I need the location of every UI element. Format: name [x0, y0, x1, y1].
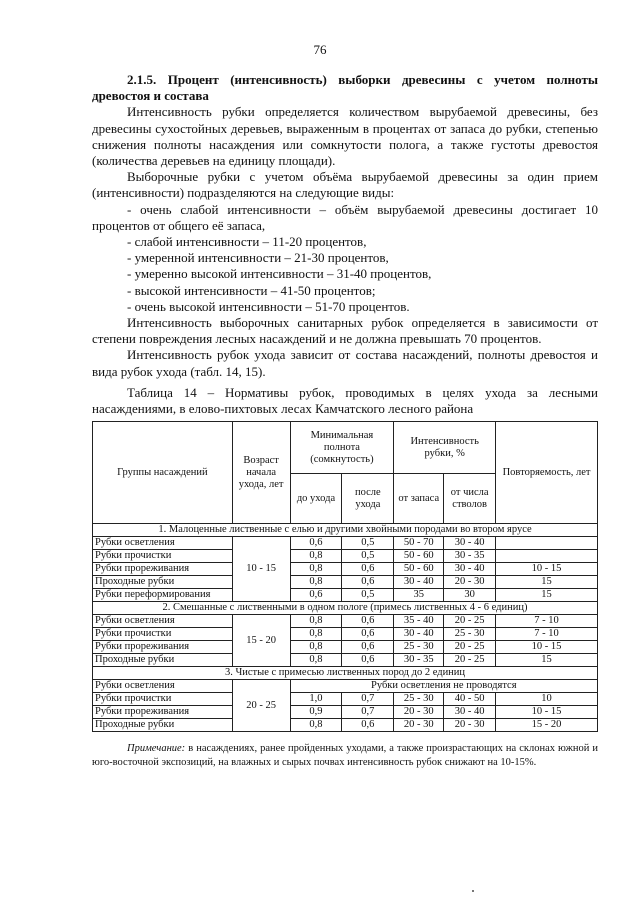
page-number: 76	[313, 42, 327, 57]
cell-repeat: 10 - 15	[496, 706, 598, 719]
list-item: - очень высокой интенсивности – 51-70 процентов.	[127, 298, 410, 314]
section-heading: 2.1.5. Процент (интенсивность) выборки древесины с учетом полноты древостоя и состава	[92, 72, 598, 104]
cell-stock: 30 - 35	[394, 654, 444, 667]
note-label: Примечание:	[127, 743, 186, 755]
cell-before: 0,8	[290, 719, 342, 732]
table-row	[93, 563, 598, 576]
list-item: - умеренно высокой интенсивности – 31-40 процентов,	[127, 266, 432, 282]
cell-repeat: 7 - 10	[496, 628, 598, 641]
header-before: до ухода	[290, 474, 342, 524]
cell-after: 0,7	[342, 693, 394, 706]
cell-stock: 30 - 40	[394, 576, 444, 589]
row-name: Рубки прочистки	[93, 693, 233, 706]
list-item: - слабой интенсивности – 11-20 процентов,	[127, 234, 367, 250]
row-name: Рубки прореживания	[93, 706, 233, 719]
header-trunks: от числа стволов	[444, 474, 496, 524]
cell-stock: 50 - 70	[394, 537, 444, 550]
cell-stock: 50 - 60	[394, 563, 444, 576]
table-row	[93, 641, 598, 654]
paragraph: Выборочные рубки с учетом объёма вырубаемой древесины за один прием (интенсивности) подразделяются на следующие виды:	[92, 169, 598, 201]
cell-after: 0,6	[342, 719, 394, 732]
cell-trunks: 20 - 25	[444, 615, 496, 628]
header-age: Возраст начала ухода, лет	[232, 422, 290, 524]
cell-after: 0,6	[342, 615, 394, 628]
row-name: Рубки переформирования	[93, 589, 233, 602]
cell-before: 0,8	[290, 654, 342, 667]
cell-before: 0,9	[290, 706, 342, 719]
cell-trunks: 30	[444, 589, 496, 602]
header-min-density: Минимальная полнота (сомкнутость)	[290, 422, 394, 474]
row-name: Рубки осветления	[93, 615, 233, 628]
header-group: Группы насаждений	[93, 422, 233, 524]
cell-after: 0,5	[342, 537, 394, 550]
row-name: Проходные рубки	[93, 654, 233, 667]
cell-trunks: 20 - 25	[444, 641, 496, 654]
cell-after: 0,6	[342, 654, 394, 667]
cell-repeat: 10	[496, 693, 598, 706]
table-row	[93, 576, 598, 589]
table-caption: Таблица 14 – Нормативы рубок, проводимых в целях ухода за лесными насаждениями, в елово-пихтовых лесах Камчатского лесного района	[92, 384, 598, 417]
cell-after: 0,7	[342, 706, 394, 719]
table-row	[93, 615, 598, 628]
paragraph: Интенсивность выборочных санитарных рубок определяется в зависимости от степени повреждения лесных насаждений и не должна превышать 70 процентов.	[92, 315, 598, 347]
cell-after: 0,6	[342, 641, 394, 654]
cell-before: 1,0	[290, 693, 342, 706]
table-note	[92, 742, 598, 770]
cell-trunks: 30 - 40	[444, 537, 496, 550]
cell-after: 0,6	[342, 576, 394, 589]
cell-stock: 30 - 40	[394, 628, 444, 641]
cell-after: 0,6	[342, 628, 394, 641]
table-row	[93, 537, 598, 550]
cell-trunks: 20 - 30	[444, 719, 496, 732]
row-name: Рубки осветления	[93, 680, 233, 693]
row-name: Проходные рубки	[93, 576, 233, 589]
cell-repeat	[496, 537, 598, 550]
table-row	[93, 628, 598, 641]
cell-repeat: 15	[496, 576, 598, 589]
row-name: Проходные рубки	[93, 719, 233, 732]
table-row	[93, 589, 598, 602]
document-body	[92, 72, 598, 770]
row-name: Рубки прочистки	[93, 628, 233, 641]
cell-trunks: 30 - 40	[444, 563, 496, 576]
cell-before: 0,8	[290, 576, 342, 589]
cell-repeat: 15	[496, 654, 598, 667]
row-age: 10 - 15	[232, 537, 290, 602]
list-item: - очень слабой интенсивности – объём вырубаемой древесины достигает 10 процентов от общего её запаса,	[92, 201, 598, 233]
table-row	[93, 654, 598, 667]
cell-repeat: 10 - 15	[496, 563, 598, 576]
cell-trunks: 30 - 35	[444, 550, 496, 563]
list-item: - умеренной интенсивности – 21-30 процентов,	[127, 250, 389, 266]
table-row	[93, 719, 598, 732]
cell-stock: 20 - 30	[394, 706, 444, 719]
table-row	[93, 706, 598, 719]
row-name: Рубки прореживания	[93, 641, 233, 654]
cell-stock: 20 - 30	[394, 719, 444, 732]
cell-stock: 35	[394, 589, 444, 602]
cell-before: 0,8	[290, 615, 342, 628]
cell-before: 0,6	[290, 589, 342, 602]
list-item: - высокой интенсивности – 41-50 процентов;	[127, 282, 376, 298]
cell-after: 0,6	[342, 563, 394, 576]
cell-repeat: 10 - 15	[496, 641, 598, 654]
cell-after: 0,5	[342, 550, 394, 563]
cell-before: 0,6	[290, 537, 342, 550]
cell-repeat: 15	[496, 589, 598, 602]
section-title: 1. Малоценные лиственные с елью и другими хвойными породами во втором ярусе	[93, 524, 598, 537]
cell-trunks: 20 - 30	[444, 576, 496, 589]
header-intensity: Интенсивность рубки, %	[394, 422, 496, 474]
row-name: Рубки прореживания	[93, 563, 233, 576]
cell-note: Рубки осветления не проводятся	[290, 680, 597, 693]
cell-after: 0,5	[342, 589, 394, 602]
cell-stock: 50 - 60	[394, 550, 444, 563]
table-row	[93, 680, 598, 693]
cell-before: 0,8	[290, 550, 342, 563]
row-age: 15 - 20	[232, 615, 290, 667]
cell-trunks: 20 - 25	[444, 654, 496, 667]
table-row	[93, 693, 598, 706]
row-name: Рубки осветления	[93, 537, 233, 550]
cell-trunks: 40 - 50	[444, 693, 496, 706]
norms-table	[92, 421, 598, 732]
row-name: Рубки прочистки	[93, 550, 233, 563]
note-text: в насаждениях, ранее пройденных уходами, а также произрастающих на склонах южной и юго-восточной экспозиций, на влажных и сырых почвах интенсивность рубок снижают на 10-15%.	[92, 743, 598, 769]
section-title: 3. Чистые с примесью лиственных пород до 2 единиц	[93, 667, 598, 680]
paragraph: Интенсивность рубок ухода зависит от состава насаждений, полноты древостоя и вида рубок ухода (табл. 14, 15).	[92, 347, 598, 379]
section-title: 2. Смешанные с лиственными в одном пологе (примесь лиственных 4 - 6 единиц)	[93, 602, 598, 615]
cell-before: 0,8	[290, 641, 342, 654]
row-age: 20 - 25	[232, 680, 290, 732]
cell-repeat: 15 - 20	[496, 719, 598, 732]
header-after: после ухода	[342, 474, 394, 524]
cell-repeat: 7 - 10	[496, 615, 598, 628]
scan-speck	[472, 890, 474, 892]
header-stock: от запаса	[394, 474, 444, 524]
cell-repeat	[496, 550, 598, 563]
table-row	[93, 550, 598, 563]
header-repeat: Повторяемость, лет	[496, 422, 598, 524]
cell-trunks: 25 - 30	[444, 628, 496, 641]
cell-trunks: 30 - 40	[444, 706, 496, 719]
cell-stock: 35 - 40	[394, 615, 444, 628]
cell-before: 0,8	[290, 628, 342, 641]
cell-stock: 25 - 30	[394, 641, 444, 654]
cell-stock: 25 - 30	[394, 693, 444, 706]
cell-before: 0,8	[290, 563, 342, 576]
paragraph: Интенсивность рубки определяется количеством вырубаемой древесины, без древесины сухостойных деревьев, выраженным в процентах от запаса до рубки, степенью снижения полноты насаждения или сомкнутости полога, а также густоты древостоя (количества деревьев на единицу площади).	[92, 104, 598, 169]
